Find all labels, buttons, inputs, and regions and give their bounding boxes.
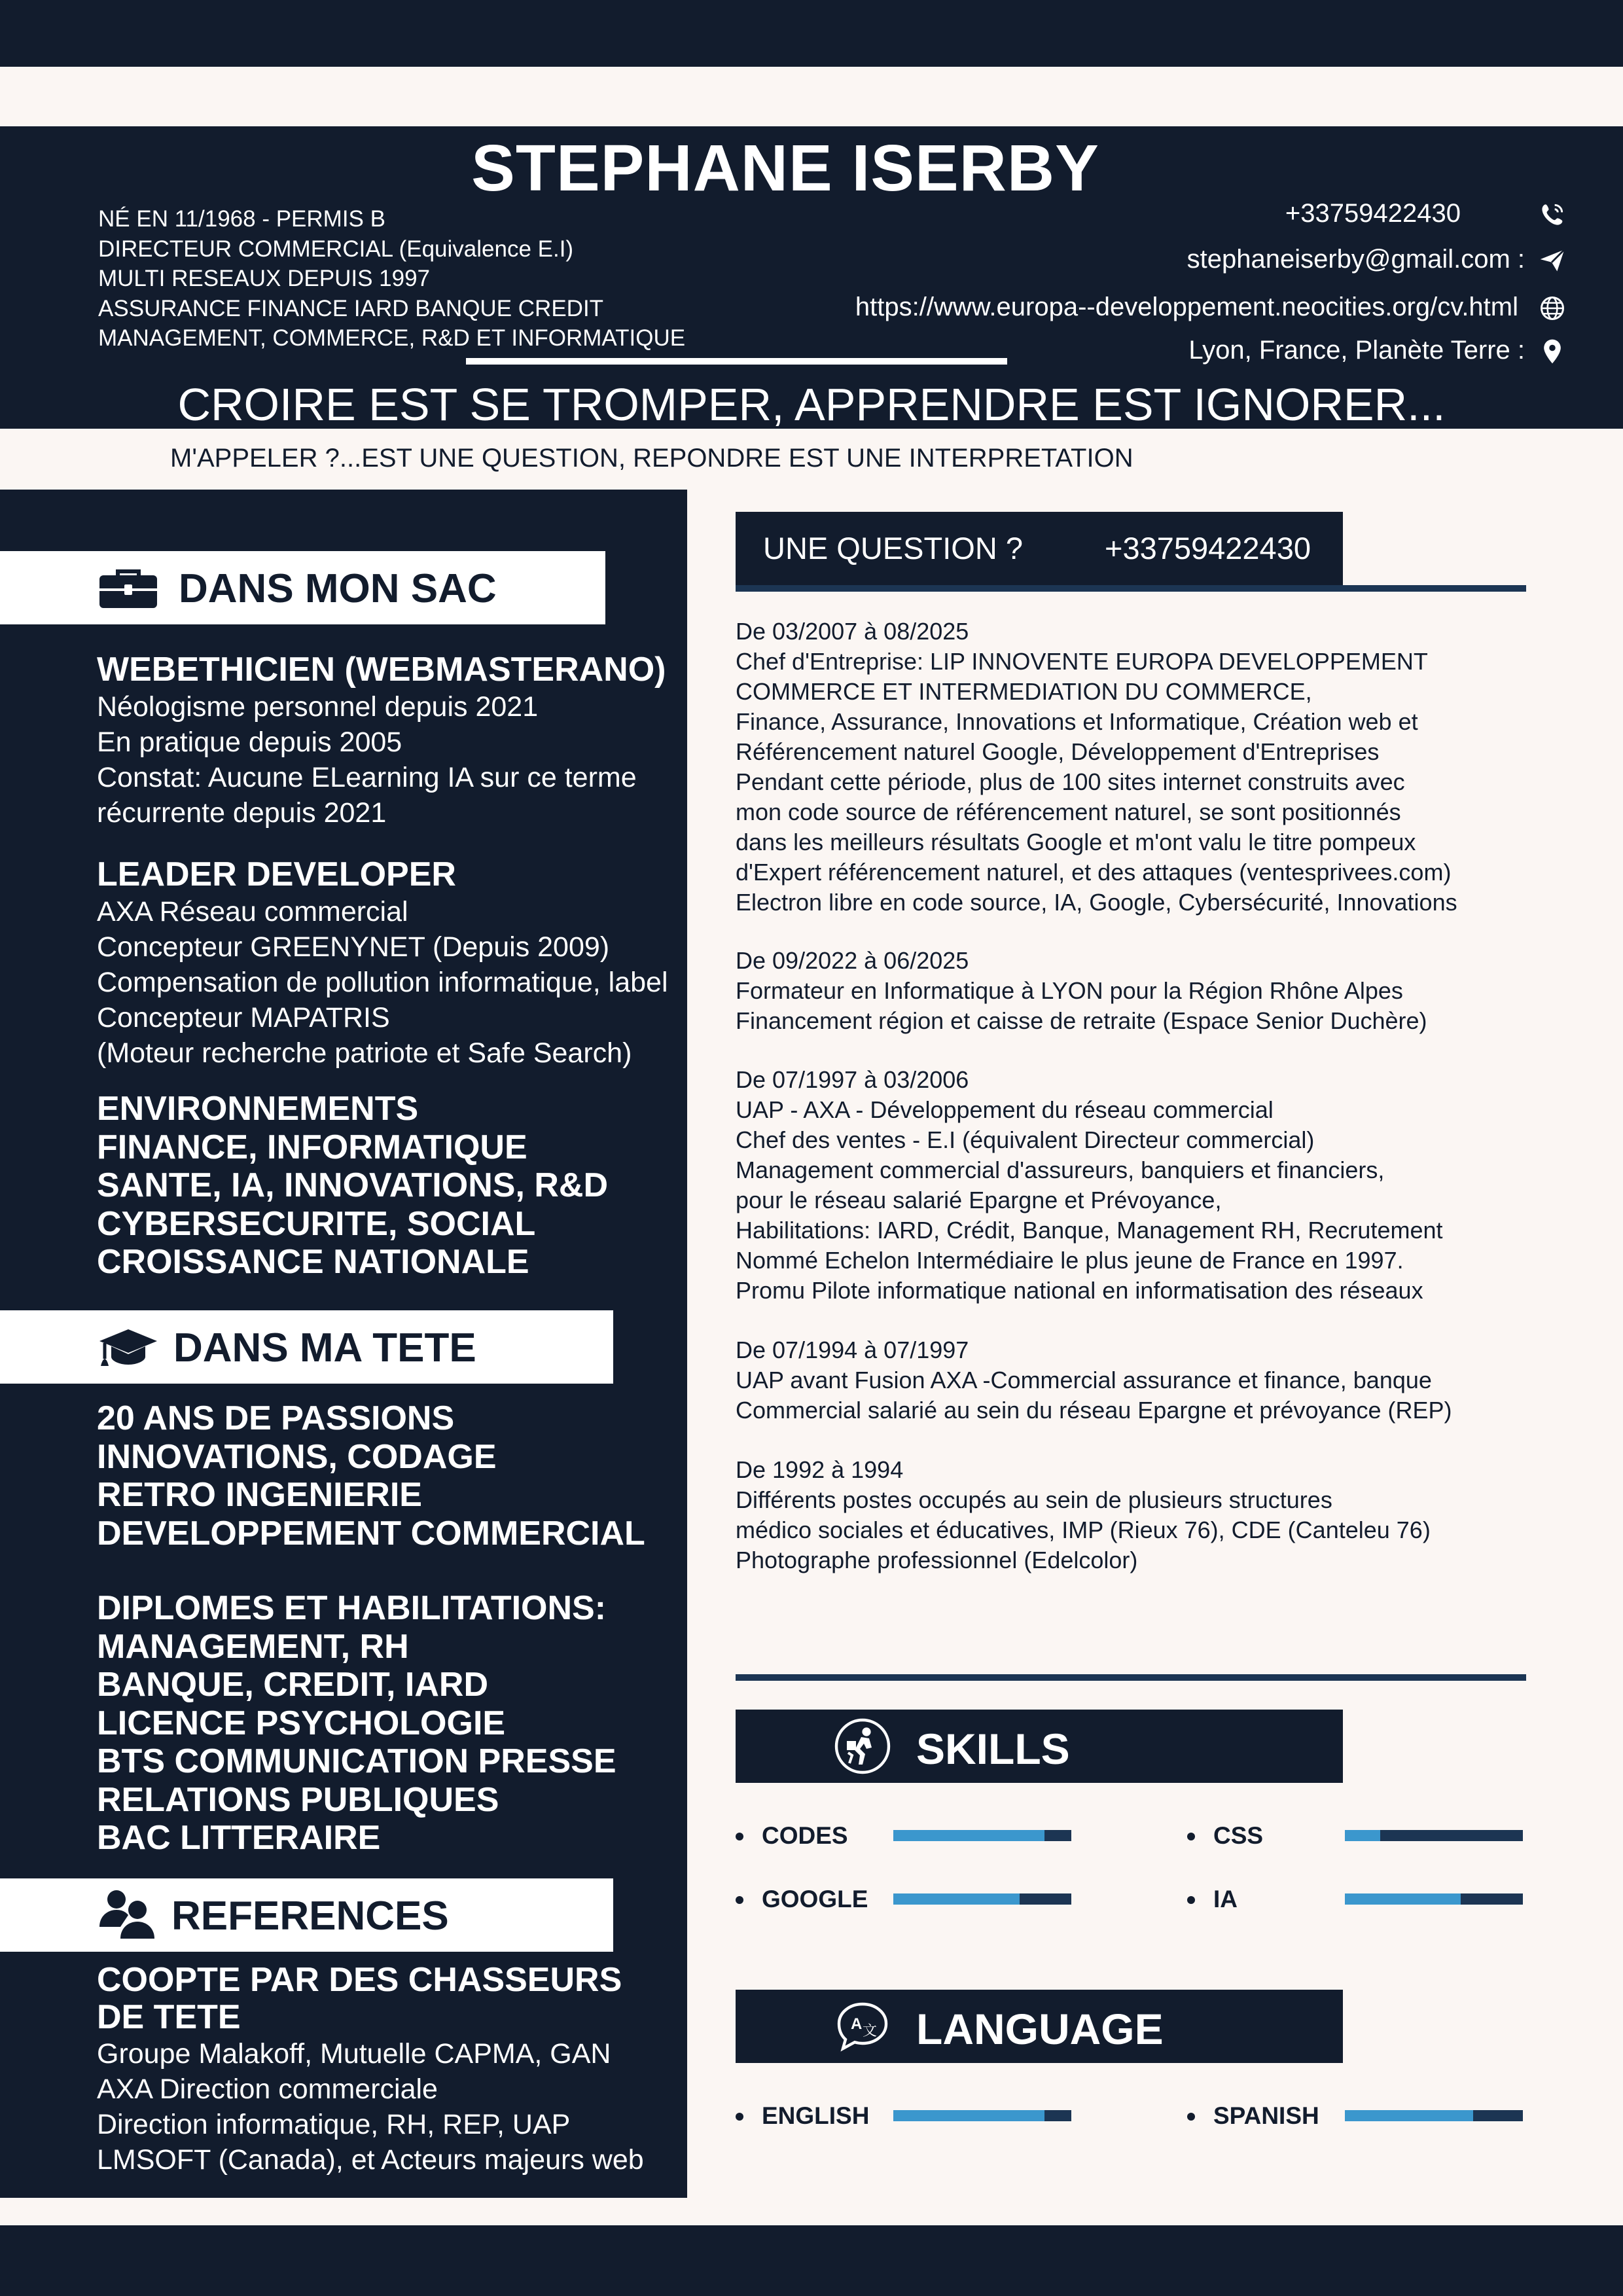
experience-line: dans les meilleurs résultats Google et m'ont valu le titre pompeux xyxy=(736,829,1416,855)
section-bag-title: DANS MON SAC xyxy=(179,566,497,611)
language-bar-fill xyxy=(1345,2110,1473,2121)
website-link[interactable]: https://www.europa--developpement.neocities.org/cv.html xyxy=(855,293,1518,321)
environment-item: FINANCE, INFORMATIQUE xyxy=(97,1128,527,1166)
experience-period: De 03/2007 à 08/2025 xyxy=(736,618,969,645)
skill-label: GOOGLE xyxy=(762,1886,868,1912)
personal-info xyxy=(98,204,685,353)
language-bar xyxy=(893,2110,1071,2121)
experience-line: Promu Pilote informatique national en informatisation des réseaux xyxy=(736,1277,1423,1304)
language-label: ENGLISH xyxy=(762,2102,870,2129)
reference-line: Groupe Malakoff, Mutuelle CAPMA, GAN xyxy=(97,2038,611,2070)
skills-header xyxy=(736,1710,1343,1783)
name-underline xyxy=(466,358,1007,365)
bullet xyxy=(1187,1833,1195,1840)
environment-item: CYBERSECURITE, SOCIAL xyxy=(97,1204,536,1243)
diploma-item: MANAGEMENT, RH xyxy=(97,1627,409,1666)
diplomas-list xyxy=(97,1589,616,1857)
skill-label: IA xyxy=(1213,1886,1238,1912)
experience-line: pour le réseau salarié Epargne et Prévoyance, xyxy=(736,1187,1222,1213)
language-english xyxy=(736,2100,1148,2132)
experience-line: Formateur en Informatique à LYON pour la Région Rhône Alpes xyxy=(736,977,1403,1004)
leader-line: (Moteur recherche patriote et Safe Search) xyxy=(97,1037,632,1069)
section-head-header xyxy=(0,1310,613,1384)
experience-line: Chef des ventes - E.I (équivalent Directeur commercial) xyxy=(736,1126,1315,1153)
experience-line: Management commercial d'assureurs, banquiers et financiers, xyxy=(736,1157,1385,1183)
references-heading: DE TETE xyxy=(97,1998,241,2036)
webethicien-heading: WEBETHICIEN (WEBMASTERANO) xyxy=(97,651,666,689)
experience-line: Différents postes occupés au sein de plusieurs structures xyxy=(736,1486,1332,1513)
bottom-band xyxy=(0,2225,1623,2296)
map-pin-icon xyxy=(1538,337,1567,366)
skill-bar xyxy=(1345,1893,1523,1905)
experience-line: d'Expert référencement naturel, et des attaques (ventesprivees.com) xyxy=(736,859,1452,886)
question-phone[interactable]: +33759422430 xyxy=(1105,531,1311,565)
bullet xyxy=(736,1833,743,1840)
experience-line: Référencement naturel Google, Développement d'Entreprises xyxy=(736,738,1380,765)
bullet xyxy=(1187,2113,1195,2121)
divider-middle xyxy=(736,1674,1526,1681)
passion-item: 20 ANS DE PASSIONS xyxy=(97,1399,455,1437)
diploma-item: RELATIONS PUBLIQUES xyxy=(97,1780,499,1819)
briefcase-icon xyxy=(98,567,158,609)
diploma-item: LICENCE PSYCHOLOGIE xyxy=(97,1704,506,1742)
users-icon xyxy=(98,1888,158,1940)
bullet xyxy=(736,1896,743,1904)
skill-bar-fill xyxy=(893,1893,1020,1905)
reference-line: AXA Direction commerciale xyxy=(97,2073,438,2105)
experience-item xyxy=(736,1065,1508,1306)
diploma-item: DIPLOMES ET HABILITATIONS: xyxy=(97,1589,607,1627)
experience-item xyxy=(736,1455,1508,1575)
question-box xyxy=(736,512,1343,585)
webethicien-line: En pratique depuis 2005 xyxy=(97,726,402,758)
leader-heading: LEADER DEVELOPER xyxy=(97,855,456,893)
bullet xyxy=(736,2113,743,2121)
reference-line: Direction informatique, RH, REP, UAP xyxy=(97,2109,571,2140)
experience-item xyxy=(736,617,1508,918)
experience-line: COMMERCE ET INTERMEDIATION DU COMMERCE, xyxy=(736,678,1312,705)
experience-line: Electron libre en code source, IA, Google, Cybersécurité, Innovations xyxy=(736,889,1457,916)
skill-codes xyxy=(736,1820,1148,1852)
environment-item: CROISSANCE NATIONALE xyxy=(97,1243,529,1281)
diploma-item: BAC LITTERAIRE xyxy=(97,1819,381,1857)
experience-period: De 1992 à 1994 xyxy=(736,1456,904,1483)
language-bar-fill xyxy=(893,2110,1044,2121)
email-text[interactable]: stephaneiserby@gmail.com : xyxy=(1186,245,1525,274)
experience-line: UAP - AXA - Développement du réseau commercial xyxy=(736,1096,1274,1123)
experience-line: Nommé Echelon Intermédiaire le plus jeune de France en 1997. xyxy=(736,1247,1404,1274)
globe-icon xyxy=(1538,294,1567,323)
experience-line: Photographe professionnel (Edelcolor) xyxy=(736,1547,1138,1573)
experience-period: De 07/1997 à 03/2006 xyxy=(736,1066,969,1093)
language-title: LANGUAGE xyxy=(916,2005,1164,2053)
info-line: DIRECTEUR COMMERCIAL (Equivalence E.I) xyxy=(98,236,574,262)
diploma-item: BTS COMMUNICATION PRESSE xyxy=(97,1742,616,1780)
graduation-cap-icon xyxy=(98,1327,158,1369)
sub-motto: M'APPELER ?...EST UNE QUESTION, REPONDRE EST UNE INTERPRETATION xyxy=(170,444,1133,473)
section-references-title: REFERENCES xyxy=(171,1893,449,1939)
leader-line: Concepteur GREENYNET (Depuis 2009) xyxy=(97,931,610,963)
experience-line: mon code source de référencement naturel, se sont positionnés xyxy=(736,798,1401,825)
language-header xyxy=(736,1990,1343,2063)
experience-period: De 07/1994 à 07/1997 xyxy=(736,1336,969,1363)
info-line: NÉ EN 11/1968 - PERMIS B xyxy=(98,206,385,232)
divider-top xyxy=(736,585,1526,592)
references-heading: COOPTE PAR DES CHASSEURS xyxy=(97,1961,622,1999)
bullet xyxy=(1187,1896,1195,1904)
section-bag-header xyxy=(0,551,605,624)
environments-list xyxy=(97,1090,608,1282)
person-name: STEPHANE ISERBY xyxy=(471,132,1099,205)
skill-bar xyxy=(893,1830,1071,1841)
webethicien-line: Constat: Aucune ELearning IA sur ce terme xyxy=(97,762,637,793)
experience-line: médico sociales et éducatives, IMP (Rieux 76), CDE (Canteleu 76) xyxy=(736,1516,1431,1543)
skills-title: SKILLS xyxy=(916,1725,1070,1773)
language-label: SPANISH xyxy=(1213,2102,1319,2129)
experience-line: Pendant cette période, plus de 100 sites internet construits avec xyxy=(736,768,1405,795)
section-references-header xyxy=(0,1878,613,1952)
language-bar xyxy=(1345,2110,1523,2121)
contact-phone[interactable] xyxy=(707,199,1623,232)
leader-line: AXA Réseau commercial xyxy=(97,896,408,927)
skill-ia xyxy=(1187,1883,1599,1916)
experience-line: Commercial salarié au sein du réseau Epargne et prévoyance (REP) xyxy=(736,1397,1452,1424)
info-line: ASSURANCE FINANCE IARD BANQUE CREDIT xyxy=(98,295,604,321)
references-block xyxy=(97,1962,644,2178)
experience-line: Chef d'Entreprise: LIP INNOVENTE EUROPA DEVELOPPEMENT xyxy=(736,648,1428,675)
leader-block xyxy=(97,855,668,1071)
passion-item: INNOVATIONS, CODAGE xyxy=(97,1437,497,1476)
passions-list xyxy=(97,1399,645,1552)
reference-line: LMSOFT (Canada), et Acteurs majeurs web xyxy=(97,2144,644,2176)
skill-label: CSS xyxy=(1213,1822,1264,1849)
skill-bar xyxy=(893,1893,1071,1905)
skill-label: CODES xyxy=(762,1822,848,1849)
experience-line: UAP avant Fusion AXA -Commercial assurance et finance, banque xyxy=(736,1367,1432,1393)
experience-item xyxy=(736,946,1508,1036)
experience-line: Finance, Assurance, Innovations et Informatique, Création web et xyxy=(736,708,1418,735)
contact-website[interactable] xyxy=(707,293,1623,325)
experience-period: De 09/2022 à 06/2025 xyxy=(736,947,969,974)
skill-bar-fill xyxy=(1345,1830,1380,1841)
diploma-item: BANQUE, CREDIT, IARD xyxy=(97,1666,489,1704)
question-label: UNE QUESTION ? xyxy=(763,531,1023,565)
skill-bar-fill xyxy=(893,1830,1044,1841)
leader-line: Concepteur MAPATRIS xyxy=(97,1002,390,1033)
top-band xyxy=(0,0,1623,67)
info-line: MANAGEMENT, COMMERCE, R&D ET INFORMATIQUE xyxy=(98,325,686,351)
language-spanish xyxy=(1187,2100,1599,2132)
passion-item: RETRO INGENIERIE xyxy=(97,1476,422,1514)
webethicien-line: Néologisme personnel depuis 2021 xyxy=(97,691,539,723)
skills-badge-icon xyxy=(834,1717,891,1775)
experience-line: Financement région et caisse de retraite (Espace Senior Duchère) xyxy=(736,1007,1427,1034)
environment-item: ENVIRONNEMENTS xyxy=(97,1090,419,1128)
section-head-title: DANS MA TETE xyxy=(173,1325,476,1371)
translate-bubble-icon xyxy=(834,1998,891,2055)
webethicien-block xyxy=(97,650,666,831)
skill-css xyxy=(1187,1820,1599,1852)
contact-email[interactable] xyxy=(707,245,1623,278)
experience-item xyxy=(736,1335,1508,1426)
experience-line: Habilitations: IARD, Crédit, Banque, Management RH, Recrutement xyxy=(736,1217,1443,1244)
environment-item: SANTE, IA, INNOVATIONS, R&D xyxy=(97,1166,608,1204)
skill-bar-fill xyxy=(1345,1893,1461,1905)
send-icon xyxy=(1538,246,1567,275)
svg-text:文: 文 xyxy=(863,2022,878,2039)
phone-text[interactable]: +33759422430 xyxy=(1285,199,1461,228)
motto: CROIRE EST SE TROMPER, APPRENDRE EST IGNORER... xyxy=(177,379,1446,430)
passion-item: DEVELOPPEMENT COMMERCIAL xyxy=(97,1514,645,1552)
location-text: Lyon, France, Planète Terre : xyxy=(1188,336,1525,365)
phone-icon xyxy=(1538,200,1567,229)
skill-bar xyxy=(1345,1830,1523,1841)
webethicien-line: récurrente depuis 2021 xyxy=(97,797,387,829)
svg-text:A: A xyxy=(851,2015,863,2033)
leader-line: Compensation de pollution informatique, label xyxy=(97,967,668,998)
info-line: MULTI RESEAUX DEPUIS 1997 xyxy=(98,266,431,291)
skill-google xyxy=(736,1883,1148,1916)
